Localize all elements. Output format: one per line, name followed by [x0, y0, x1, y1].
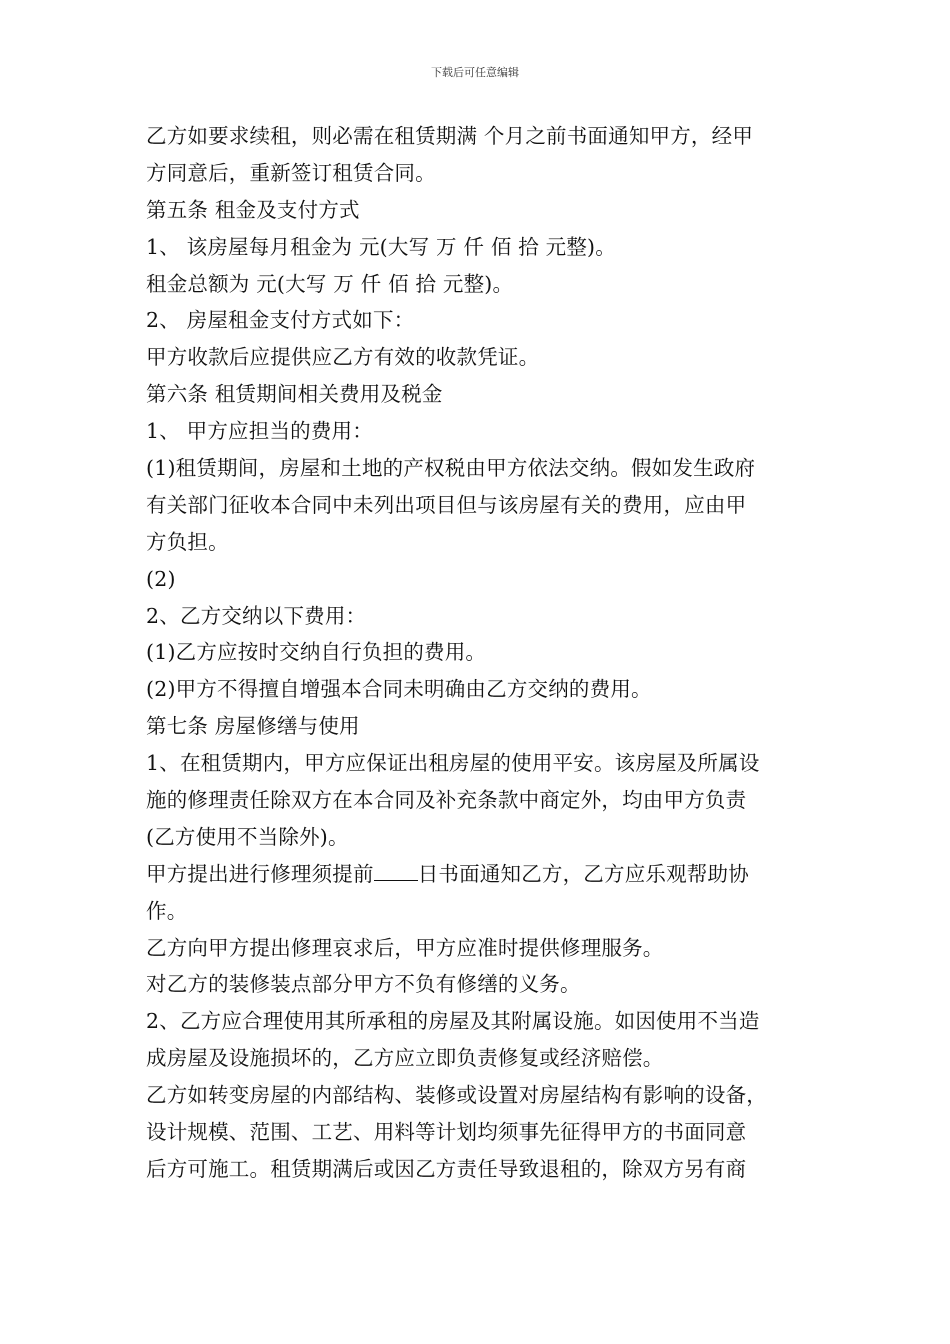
text-line: 作。 [146, 898, 188, 923]
section-heading: 第七条 房屋修缮与使用 [146, 714, 360, 739]
text-line: 方负担。 [146, 529, 229, 554]
text-line: 后方可施工。租赁期满后或因乙方责任导致退租的，除双方另有商 [146, 1156, 747, 1181]
text-line: 对乙方的装修装点部分甲方不负有修缮的义务。 [146, 972, 581, 997]
text-line: 设计规模、范围、工艺、用料等计划均须事先征得甲方的书面同意 [146, 1120, 747, 1145]
text-line: 1、 甲方应担当的费用： [146, 419, 373, 444]
text-line: (2) [146, 566, 176, 591]
text-line: (1)乙方应按时交纳自行负担的费用。 [146, 640, 487, 665]
text-line: 1、在租赁期内，甲方应保证出租房屋的使用平安。该房屋及所属设 [146, 751, 760, 776]
text-line: 成房屋及设施损坏的，乙方应立即负责修复或经济赔偿。 [146, 1046, 664, 1071]
text-line: 有关部门征收本合同中未列出项目但与该房屋有关的费用，应由甲 [146, 492, 747, 517]
text-line-with-blank [146, 856, 810, 893]
text-line: 2、乙方应合理使用其所承租的房屋及其附属设施。如因使用不当造 [146, 1009, 760, 1034]
section-heading: 第五条 租金及支付方式 [146, 197, 360, 222]
text-line: (1)租赁期间，房屋和土地的产权税由甲方依法交纳。假如发生政府 [146, 456, 756, 481]
text-line: 乙方如转变房屋的内部结构、装修或设置对房屋结构有影响的设备， [146, 1083, 767, 1108]
text-line: 施的修理责任除双方在本合同及补充条款中商定外，均由甲方负责 [146, 788, 747, 813]
text-line: 乙方向甲方提出修理哀求后，甲方应准时提供修理服务。 [146, 935, 664, 960]
text-line: 2、 房屋租金支付方式如下： [146, 308, 415, 333]
section-heading: 第六条 租赁期间相关费用及税金 [146, 382, 443, 407]
document-body [146, 118, 810, 1188]
text-line: 2、乙方交纳以下费用： [146, 603, 367, 628]
repair-notice-after: 日书面通知乙方，乙方应乐观帮助协 [417, 861, 749, 886]
text-line: 乙方如要求续租，则必需在租赁期满 个月之前书面通知甲方，经甲 [146, 124, 754, 148]
text-line: 方同意后，重新签订租赁合同。 [146, 160, 436, 185]
text-line: 1、 该房屋每月租金为 元(大写 万 仟 佰 拾 元整)。 [146, 234, 616, 259]
text-line: (2)甲方不得擅自增强本合同未明确由乙方交纳的费用。 [146, 677, 652, 702]
text-line: 甲方收款后应提供应乙方有效的收款凭证。 [146, 345, 540, 370]
fill-in-blank [374, 860, 418, 881]
text-line: 租金总额为 元(大写 万 仟 佰 拾 元整)。 [146, 271, 514, 296]
repair-notice-before: 甲方提出进行修理须提前 [146, 861, 374, 886]
text-line: (乙方使用不当除外)。 [146, 824, 349, 849]
page-header: 下载后可任意编辑 [431, 66, 519, 79]
